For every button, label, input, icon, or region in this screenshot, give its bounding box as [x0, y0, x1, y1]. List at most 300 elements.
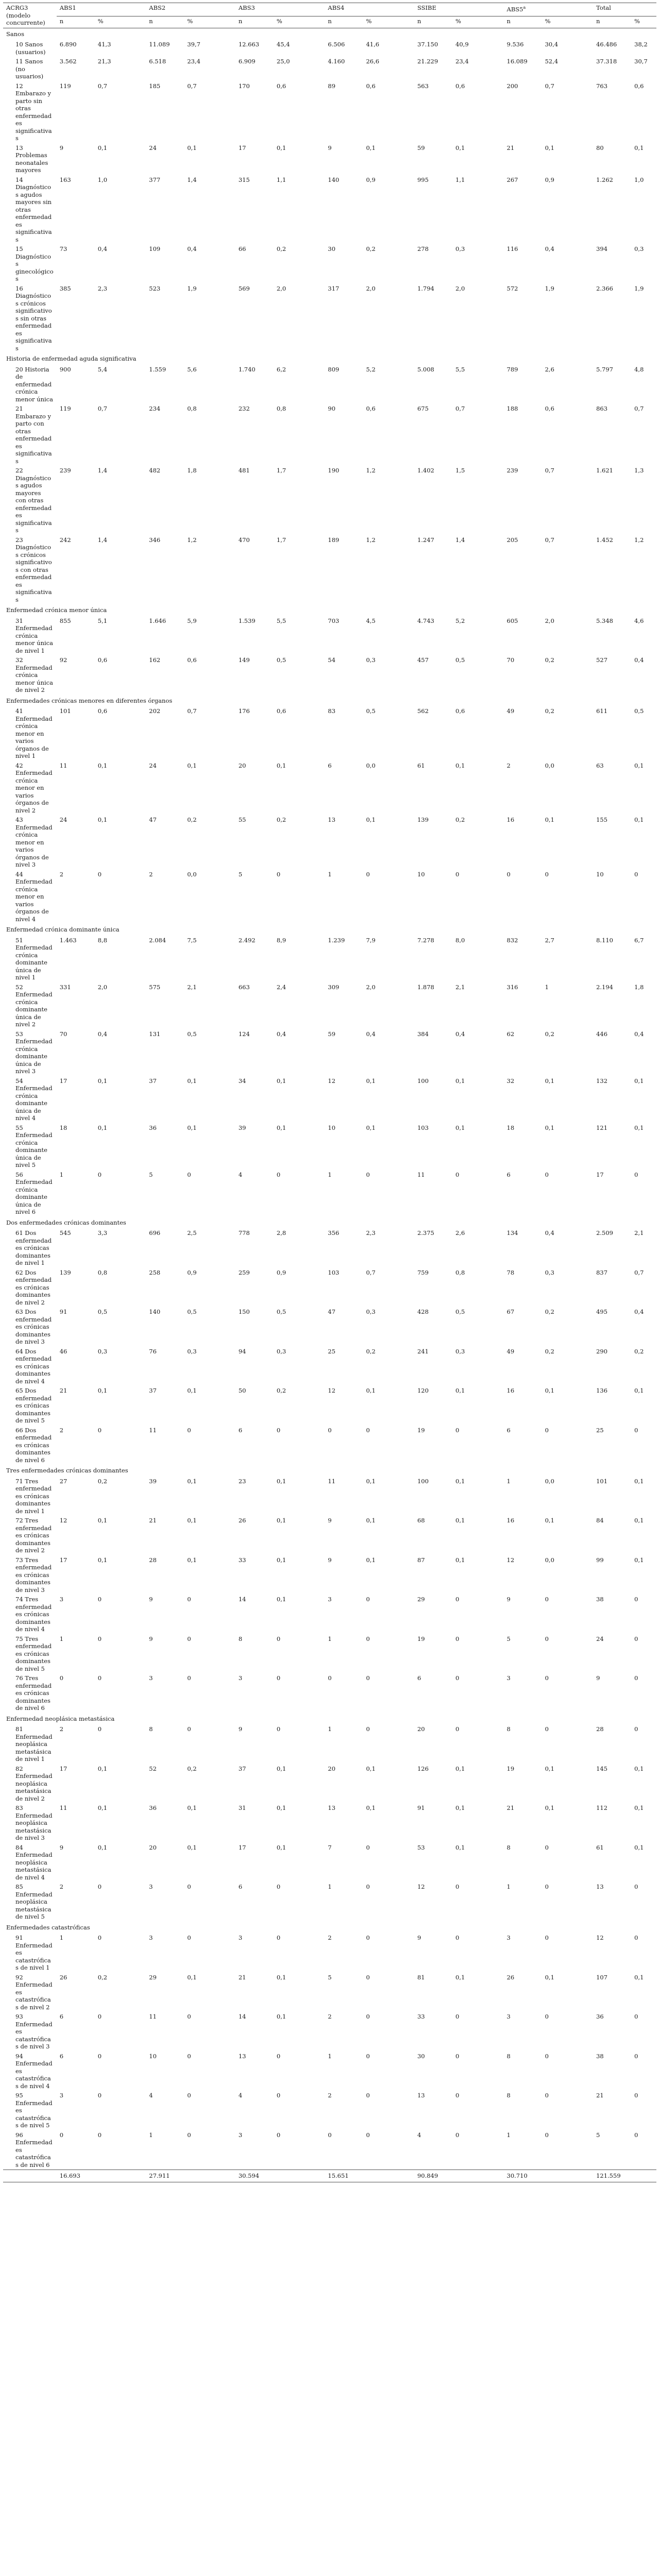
cell-n: 21	[506, 144, 515, 151]
cell-n: 13	[417, 2092, 425, 2099]
cell-n: 696	[149, 1229, 161, 1236]
cell-n: 6	[59, 2013, 64, 2020]
cell-n: 140	[149, 1308, 161, 1315]
cell-percent: 0,5	[97, 1308, 108, 1315]
cell-percent: 26,6	[366, 58, 380, 65]
table-row	[3, 1076, 656, 1123]
cell-percent: 0,4	[455, 1030, 465, 1038]
cell-n: 14	[238, 1596, 246, 1603]
cell-n: 37.150	[417, 41, 438, 48]
cell-percent: 0	[545, 1635, 549, 1642]
cell-percent: 0,2	[545, 656, 554, 664]
cell-percent: 0,2	[276, 816, 286, 823]
cell-n: 2.375	[417, 1229, 434, 1236]
cell-percent: 0	[455, 1883, 460, 1890]
cell-percent: 0,1	[187, 1124, 197, 1131]
cell-n: 12	[417, 1883, 425, 1890]
cell-n: 38	[596, 2052, 604, 2060]
cell-n: 278	[417, 245, 429, 252]
cell-percent: 0,1	[455, 1843, 465, 1851]
cell-n: 190	[328, 467, 340, 474]
cell-percent: 0,2	[187, 816, 197, 823]
cell-n: 0	[328, 2131, 332, 2139]
cell-percent: 0,5	[276, 1308, 286, 1315]
cell-percent: 0,7	[545, 467, 554, 474]
cell-percent: 0,1	[97, 1804, 108, 1811]
section-label: Sanos	[6, 30, 24, 38]
cell-percent: 0	[97, 1171, 102, 1178]
cell-n: 8	[506, 1843, 511, 1851]
cell-percent: 1,4	[455, 536, 465, 544]
cell-n: 100	[417, 1077, 429, 1084]
cell-n: 87	[417, 1556, 425, 1564]
cell-percent: 2,5	[187, 1229, 197, 1236]
cell-n: 3.562	[59, 58, 77, 65]
cell-percent: 0,4	[97, 1030, 108, 1038]
cell-n: 863	[596, 405, 608, 412]
cell-percent: 0	[545, 2052, 549, 2060]
cell-percent: 0	[634, 1635, 638, 1642]
cell-percent: 21,3	[97, 58, 111, 65]
cell-percent: 0,1	[366, 816, 376, 823]
cell-percent: 0,1	[187, 1843, 197, 1851]
cell-n: 47	[149, 816, 157, 823]
cell-n: 1	[149, 2131, 153, 2139]
cell-percent: 0	[366, 1973, 370, 1981]
subheader-n: n	[414, 16, 452, 28]
row-label: 22 Diagnósticos agudos mayores con otras enfermedades significativas	[15, 467, 52, 534]
cell-n: 1	[506, 1883, 511, 1890]
table-row	[3, 1029, 656, 1076]
cell-percent: 0	[187, 1596, 191, 1603]
cell-n: 5	[506, 1635, 511, 1642]
cell-percent: 0	[366, 1725, 370, 1733]
cell-percent: 2,1	[634, 1229, 644, 1236]
cell-n: 809	[328, 365, 340, 373]
cell-n: 83	[328, 707, 336, 715]
cell-percent: 1,4	[97, 467, 108, 474]
cell-n: 995	[417, 176, 429, 183]
cell-percent: 1,8	[634, 983, 644, 991]
cell-n: 316	[506, 983, 518, 991]
cell-percent: 1,4	[187, 176, 197, 183]
section-label: Enfermedad neoplásica metastásica	[6, 1715, 115, 1722]
cell-n: 37.318	[596, 58, 617, 65]
cell-percent: 0,1	[187, 1556, 197, 1564]
row-label: 21 Embarazo y parto con otras enfermedades significativas	[15, 405, 52, 465]
cell-n: 121	[596, 1124, 608, 1131]
cell-n: 20	[238, 761, 246, 769]
cell-percent: 0,1	[366, 1556, 376, 1564]
cell-percent: 2,4	[276, 983, 286, 991]
cell-percent: 0	[634, 2052, 638, 2060]
cell-percent: 0,6	[366, 405, 376, 412]
cell-percent: 0,4	[187, 245, 197, 252]
cell-n: 31	[238, 1804, 246, 1811]
cell-percent: 0,1	[634, 1973, 644, 1981]
cell-percent: 0	[455, 2013, 460, 2020]
cell-percent: 0	[455, 870, 460, 878]
cell-percent: 2,0	[545, 617, 554, 624]
cell-percent: 0,1	[634, 1477, 644, 1485]
cell-percent: 0,4	[366, 1030, 376, 1038]
cell-percent: 0,1	[97, 1124, 108, 1131]
cell-percent: 0,2	[97, 1973, 108, 1981]
cell-percent: 0,5	[455, 656, 465, 664]
subheader-percent: %	[95, 16, 146, 28]
section-row	[3, 1922, 656, 1934]
cell-percent: 4,8	[634, 365, 644, 373]
cell-percent: 2,3	[97, 284, 108, 292]
cell-percent: 0,1	[97, 1765, 108, 1772]
cell-n: 139	[59, 1268, 71, 1276]
cell-n: 0	[328, 1674, 332, 1682]
header-abs5	[504, 3, 594, 16]
header-abs2: ABS2	[146, 3, 235, 16]
table-row	[3, 1123, 656, 1170]
cell-n: 6	[506, 1171, 511, 1178]
cell-percent: 0,1	[634, 1556, 644, 1564]
cell-percent: 0,4	[97, 245, 108, 252]
cell-n: 12.663	[238, 41, 260, 48]
table-row	[3, 1882, 656, 1922]
table-row	[3, 1764, 656, 1804]
cell-n: 446	[596, 1030, 608, 1038]
cell-n: 81	[417, 1973, 425, 1981]
cell-n: 663	[238, 983, 250, 991]
cell-n: 162	[149, 656, 161, 664]
table-row	[3, 1347, 656, 1386]
cell-percent: 0	[634, 1934, 638, 1941]
cell-n: 33	[238, 1556, 246, 1564]
cell-percent: 0,1	[545, 1387, 554, 1394]
cell-n: 4	[238, 1171, 243, 1178]
row-label: 85 Enfermedad neoplásica metastásica de nivel 5	[15, 1883, 53, 1920]
cell-percent: 0	[455, 1426, 460, 1434]
cell-percent	[184, 2170, 235, 2182]
cell-percent: 1	[545, 983, 549, 991]
cell-n: 29	[417, 1596, 425, 1603]
subheader-percent: %	[631, 16, 656, 28]
cell-n: 5	[149, 1171, 153, 1178]
cell-n: 18	[506, 1124, 515, 1131]
cell-n: 8	[506, 2092, 511, 2099]
cell-percent: 39,7	[187, 41, 200, 48]
cell-n: 205	[506, 536, 518, 544]
cell-n: 1	[328, 1171, 332, 1178]
cell-n: 2	[328, 2013, 332, 2020]
header-abs3: ABS3	[235, 3, 325, 16]
table-row	[3, 535, 656, 605]
cell-n: 900	[59, 365, 71, 373]
cell-n: 1	[59, 1635, 64, 1642]
cell-percent: 0,1	[276, 1804, 286, 1811]
cell-percent: 0,1	[455, 1556, 465, 1564]
table-row	[3, 244, 656, 284]
cell-percent: 4,6	[634, 617, 644, 624]
cell-percent: 8,8	[97, 936, 108, 944]
cell-percent: 0,1	[276, 1517, 286, 1524]
cell-percent: 0,1	[455, 1077, 465, 1084]
row-label: 11 Sanos (no usuarios)	[15, 58, 44, 80]
cell-n: 119	[59, 405, 71, 412]
cell-percent: 0,1	[187, 1477, 197, 1485]
cell-n: 30	[328, 245, 336, 252]
cell-percent: 0	[545, 1934, 549, 1941]
cell-percent: 0	[366, 1934, 370, 1941]
cell-percent: 0,1	[187, 1804, 197, 1811]
cell-n: 8	[238, 1635, 243, 1642]
cell-n: 9	[328, 1517, 332, 1524]
cell-n: 30	[417, 2052, 425, 2060]
cell-percent: 0,1	[97, 1556, 108, 1564]
cell-n: 9	[417, 1934, 421, 1941]
cell-n: 1	[328, 870, 332, 878]
cell-n: 10	[596, 870, 604, 878]
row-label: 73 Tres enfermedades crónicas dominantes de nivel 3	[15, 1556, 52, 1594]
table-row	[3, 1170, 656, 1217]
total-row	[3, 2170, 656, 2182]
cell-percent: 0,6	[545, 405, 554, 412]
cell-n: 315	[238, 176, 250, 183]
cell-n: 3	[506, 2013, 511, 2020]
cell-percent: 3,3	[97, 1229, 108, 1236]
cell-percent: 0,6	[455, 707, 465, 715]
cell-percent: 0	[545, 1426, 549, 1434]
cell-percent: 0,2	[366, 245, 376, 252]
cell-n: 34	[238, 1077, 246, 1084]
cell-percent: 2,1	[187, 983, 197, 991]
cell-n: 5.348	[596, 617, 614, 624]
cell-percent: 0,1	[187, 1387, 197, 1394]
cell-n: 9	[149, 1596, 153, 1603]
cell-n: 1	[506, 1477, 511, 1485]
cell-n: 25	[328, 1347, 336, 1355]
cell-n: 9	[59, 144, 64, 151]
cell-n: 6.909	[238, 58, 256, 65]
cell-percent: 0,1	[276, 2013, 286, 2020]
cell-n: 24	[149, 144, 157, 151]
row-label: 66 Dos enfermedades crónicas dominantes de nivel 6	[15, 1426, 52, 1464]
cell-percent: 0	[97, 870, 102, 878]
row-label: 52 Enfermedad crónica dominante única de nivel 2	[15, 983, 53, 1028]
cell-percent: 0,9	[187, 1268, 197, 1276]
cell-percent: 0,1	[276, 144, 286, 151]
cell-n: 9	[149, 1635, 153, 1642]
cell-percent: 0	[276, 1883, 281, 1890]
cell-n: 675	[417, 405, 429, 412]
cell-percent: 0	[545, 2092, 549, 2099]
cell-percent: 0,5	[187, 1030, 197, 1038]
cell-percent: 0,1	[545, 144, 554, 151]
header-abs5-footnote: a	[523, 5, 526, 10]
cell-n: 8.110	[596, 936, 614, 944]
row-label: 95 Enfermedades catastróficas de nivel 5	[15, 2092, 53, 2129]
cell-percent: 0	[187, 1725, 191, 1733]
cell-percent: 0,1	[366, 1124, 376, 1131]
cell-percent: 1,7	[276, 536, 286, 544]
cell-n: 17	[59, 1077, 67, 1084]
cell-percent: 0,3	[366, 656, 376, 664]
cell-n: 3	[238, 2131, 243, 2139]
row-label: 82 Enfermedad neoplásica metastásica de nivel 2	[15, 1765, 53, 1802]
cell-percent: 0	[366, 2013, 370, 2020]
cell-n: 136	[596, 1387, 608, 1394]
cell-percent: 0,1	[634, 1077, 644, 1084]
cell-percent: 0,1	[455, 1517, 465, 1524]
cell-n: 62	[506, 1030, 515, 1038]
cell-n: 3	[238, 1934, 243, 1941]
cell-n: 7	[328, 1843, 332, 1851]
table-row	[3, 1228, 656, 1268]
cell-n: 12	[328, 1077, 336, 1084]
cell-percent: 0	[455, 1635, 460, 1642]
cell-n: 1.452	[596, 536, 614, 544]
cell-n: 68	[417, 1517, 425, 1524]
row-label: 76 Tres enfermedades crónicas dominantes de nivel 6	[15, 1674, 52, 1711]
cell-n: 11	[417, 1171, 425, 1178]
row-label: 10 Sanos (usuarios)	[15, 41, 46, 56]
cell-n: 1	[506, 2131, 511, 2139]
cell-percent: 0,1	[366, 1765, 376, 1772]
cell-percent: 0	[366, 2052, 370, 2060]
cell-percent: 25,0	[276, 58, 290, 65]
section-label: Enfermedad crónica menor única	[6, 606, 107, 614]
cell-percent: 0	[545, 1171, 549, 1178]
cell-n: 116	[506, 245, 518, 252]
cell-n: 495	[596, 1308, 608, 1315]
cell-n: 27.911	[146, 2170, 184, 2182]
subheader-n: n	[504, 16, 542, 28]
cell-n: 103	[328, 1268, 340, 1276]
cell-percent: 0,1	[276, 1077, 286, 1084]
cell-n: 3	[328, 1596, 332, 1603]
cell-percent: 0	[187, 2092, 191, 2099]
table-row	[3, 2130, 656, 2170]
cell-percent: 0,1	[97, 1387, 108, 1394]
cell-n: 1	[328, 1883, 332, 1890]
cell-n: 703	[328, 617, 340, 624]
cell-percent: 0,2	[97, 1477, 108, 1485]
cell-n: 0	[506, 870, 511, 878]
row-label: 64 Dos enfermedades crónicas dominantes de nivel 4	[15, 1347, 52, 1385]
cell-n: 140	[328, 176, 340, 183]
cell-percent: 0,3	[455, 1347, 465, 1355]
cell-n: 5	[596, 2131, 600, 2139]
cell-n: 149	[238, 656, 250, 664]
table-row	[3, 761, 656, 816]
cell-percent: 0,3	[634, 245, 644, 252]
table-row	[3, 1477, 656, 1516]
cell-n: 6	[238, 1426, 243, 1434]
cell-percent: 1,0	[97, 176, 108, 183]
cell-n: 5.008	[417, 365, 434, 373]
cell-percent: 0,8	[455, 1268, 465, 1276]
header-abs4: ABS4	[325, 3, 414, 16]
cell-percent: 0,4	[634, 1030, 644, 1038]
cell-n: 1	[328, 2052, 332, 2060]
table-row	[3, 2012, 656, 2052]
row-label: 42 Enfermedad crónica menor en varios órganos de nivel 2	[15, 761, 53, 814]
cell-percent: 0,1	[276, 1556, 286, 1564]
cell-n: 11	[59, 1804, 67, 1811]
cell-percent: 2,7	[545, 936, 554, 944]
cell-n: 37	[149, 1387, 157, 1394]
cell-n: 11	[328, 1477, 336, 1485]
cell-percent: 0,1	[545, 1765, 554, 1772]
cell-n: 8	[506, 2052, 511, 2060]
cell-n: 394	[596, 245, 608, 252]
cell-n: 763	[596, 82, 608, 90]
cell-n: 70	[59, 1030, 67, 1038]
cell-n: 131	[149, 1030, 161, 1038]
row-label: 93 Enfermedades catastróficas de nivel 3	[15, 2013, 53, 2050]
cell-n: 258	[149, 1268, 161, 1276]
cell-percent: 5,5	[455, 365, 465, 373]
cell-percent: 0,7	[634, 1268, 644, 1276]
row-label: 71 Tres enfermedades crónicas dominantes de nivel 1	[15, 1477, 52, 1515]
cell-percent: 0,1	[455, 1124, 465, 1131]
cell-n: 47	[328, 1308, 336, 1315]
cell-n: 16	[506, 1517, 515, 1524]
table-row	[3, 706, 656, 761]
cell-n: 611	[596, 707, 608, 715]
cell-percent: 0,9	[276, 1268, 286, 1276]
cell-percent: 0,3	[455, 245, 465, 252]
cell-percent: 0	[366, 1674, 370, 1682]
cell-n: 21	[59, 1387, 67, 1394]
cell-percent: 0,7	[97, 82, 108, 90]
cell-n: 53	[417, 1843, 425, 1851]
cell-n: 3	[59, 1596, 64, 1603]
row-label: 62 Dos enfermedades crónicas dominantes de nivel 2	[15, 1268, 52, 1306]
cell-n: 23	[238, 1477, 246, 1485]
section-label: Historia de enfermedad aguda significativa	[6, 355, 137, 362]
table-row	[3, 284, 656, 353]
cell-n: 8	[149, 1725, 153, 1733]
cell-n: 112	[596, 1804, 608, 1811]
cell-n: 562	[417, 707, 429, 715]
cell-percent: 0	[97, 1635, 102, 1642]
cell-n: 109	[149, 245, 161, 252]
cell-percent: 0,1	[97, 1077, 108, 1084]
cell-n: 124	[238, 1030, 250, 1038]
cell-percent: 2,0	[455, 284, 465, 292]
cell-n: 202	[149, 707, 161, 715]
cell-n: 569	[238, 284, 250, 292]
cell-n: 1	[59, 1934, 64, 1941]
cell-percent: 0,1	[634, 816, 644, 823]
cell-percent: 0	[97, 1883, 102, 1890]
cell-percent: 5,1	[97, 617, 108, 624]
cell-percent: 0,1	[455, 1973, 465, 1981]
cell-percent: 0,1	[545, 1517, 554, 1524]
cell-n: 11	[59, 761, 67, 769]
cell-n: 19	[506, 1765, 515, 1772]
cell-n: 20	[417, 1725, 425, 1733]
cell-percent: 0,8	[276, 405, 286, 412]
cell-percent: 0,1	[187, 1517, 197, 1524]
row-label: 91 Enfermedades catastróficas de nivel 1	[15, 1934, 53, 1971]
cell-n: 80	[596, 144, 604, 151]
cell-n: 1.559	[149, 365, 166, 373]
cell-n: 2.194	[596, 983, 614, 991]
cell-percent: 0	[97, 2131, 102, 2139]
cell-percent: 0,1	[634, 1765, 644, 1772]
cell-percent: 1,2	[366, 467, 376, 474]
cell-n: 789	[506, 365, 518, 373]
cell-n: 6.518	[149, 58, 166, 65]
